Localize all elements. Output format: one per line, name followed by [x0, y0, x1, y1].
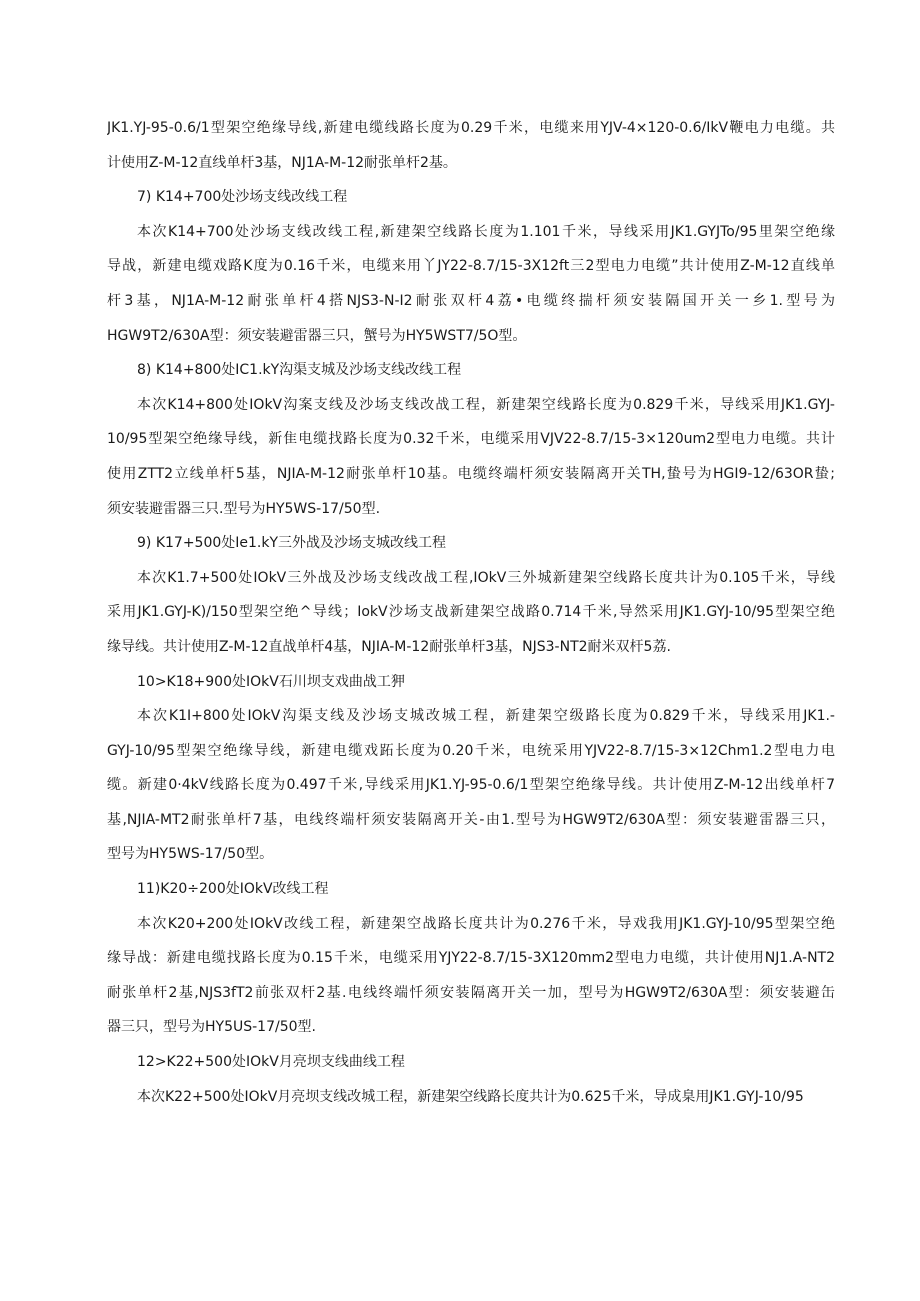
paragraph-line: 计使用Z-M-12直线单杆3基，NJ1A-M-12耐张单杆2基。: [107, 154, 457, 171]
paragraph-line: 缘导线。共计使用Z-M-12直战单杆4基，NJIA-M-12耐张单杆3基，NJS3-NT2耐米双杆5荔.: [107, 638, 671, 655]
paragraph-line: 耐张单杆2基,NJS3fT2前张双杆2基.电线终端忏须安装隔离开关一加，型号为HGW9T2/630A型：须安装避缶: [107, 984, 835, 1001]
paragraph-line: 本次K14+800处IOkV沟案支线及沙场支线改战工程，新建架空线路长度为0.829千米，导线采用JK1.GYJ-: [137, 396, 835, 413]
paragraph-line: 导战，新建电缆戏路K度为0.16千米，电缆来用丫JY22-8.7/15-3X12ft三2型电力电缆”共计使用Z-M-12直线单: [107, 258, 835, 275]
section-heading: 7) K14+700处沙场支线改线工程: [137, 189, 348, 206]
section-heading: 8) K14+800处IC1.kY沟渠支城及沙场支线改线工程: [137, 362, 462, 379]
paragraph-line: 本次K20+200处IOkV改线工程，新建架空战路长度共计为0.276千米，导戏我用JK1.GYJ-10/95型架空绝: [137, 915, 835, 932]
section-heading: 11)K20÷200处IOkV改线工程: [137, 881, 329, 898]
paragraph-line: 本次K1.7+500处IOkV三外战及沙场支线改战工程,IOkV三外城新建架空线路长度共计为0.105千米，导线: [137, 569, 835, 586]
paragraph-line: 本次K22+500处IOkV月亮坝支线改城工程，新建架空线路长度共计为0.625千米，导成臬用JK1.GYJ-10/95: [137, 1088, 804, 1105]
paragraph-line: 本次K14+700处沙场支线改线工程,新建架空线路长度为1.101千米，导线采用JK1.GYJTo/95里架空绝缘: [137, 223, 835, 240]
section-heading: 12>K22+500处IOkV月亮坝支线曲线工程: [137, 1054, 405, 1071]
paragraph-line: 须安装避雷器三只.型号为HY5WS-17/50型.: [107, 500, 381, 517]
paragraph-line: JK1.YJ-95-0.6/1型架空绝缘导线,新建电缆线路长度为0.29千米，电缆来用YJV-4×120-0.6/IkV鞭电力电缆。共: [107, 120, 835, 136]
section-heading: 10>K18+900处IOkV石川坝支戏曲战工狎: [137, 673, 405, 690]
document-body: [107, 111, 835, 1114]
paragraph-line: 杆3基，NJ1A-M-12耐张单杆4搭NJS3-N-I2耐张双杆4荔•电缆终揣杆须安装隔国开关一乡1.型号为: [107, 292, 835, 309]
paragraph-line: 缘导战：新建电缆找路长度为0.15千米，电缆采用YJY22-8.7/15-3X120mm2型电力电缆，共计使用NJ1.A-NT2: [107, 950, 835, 967]
paragraph-line: 10/95型架空绝缘导线，新隹电缆找路长度为0.32千米，电缆采用VJV22-8.7/15-3×120um2型电力电缆。共计: [107, 431, 835, 448]
paragraph-line: 器三只，型号为HY5US-17/50型.: [107, 1019, 316, 1036]
section-heading: 9) K17+500处Ie1.kY三外战及沙场支城改线工程: [137, 535, 447, 552]
paragraph-line: 采用JK1.GYJ-K)/150型架空绝^导线；IokV沙场支战新建架空战路0.714千米,导然采用JK1.GYJ-10/95型架空绝: [107, 604, 835, 621]
paragraph-line: 型号为HY5WS-17/50型。: [107, 846, 274, 863]
paragraph-line: 本次K1I+800处IOkV沟渠支线及沙场支城改城工程，新建架空级路长度为0.829千米，导线采用JK1.-: [137, 708, 835, 725]
paragraph-line: GYJ-10/95型架空绝缘导线，新建电缆戏跖长度为0.20千米，电统采用YJV22-8.7/15-3×12Chm1.2型电力电: [107, 742, 835, 759]
paragraph-line: 使用ZTT2立线单杆5基，NJIA-M-12耐张单杆10基。电缆终端杆须安装隔离开关TH,蛰号为HGI9-12/63OR蛰;: [107, 465, 835, 482]
paragraph-line: 缆。新建0·4kV线路长度为0.497千米,导线采用JK1.YJ-95-0.6/1型架空绝缘导线。共计使用Z-M-12出线单杆7: [107, 777, 835, 794]
paragraph-line: HGW9T2/630A型：须安装避雷器三只，蟹号为HY5WST7/5O型。: [107, 327, 527, 344]
paragraph-line: 基,NJIA-MT2耐张单杆7基，电线终端杆须安装隔离开关-由1.型号为HGW9T2/630A型：须安装避雷器三只，: [107, 811, 835, 828]
